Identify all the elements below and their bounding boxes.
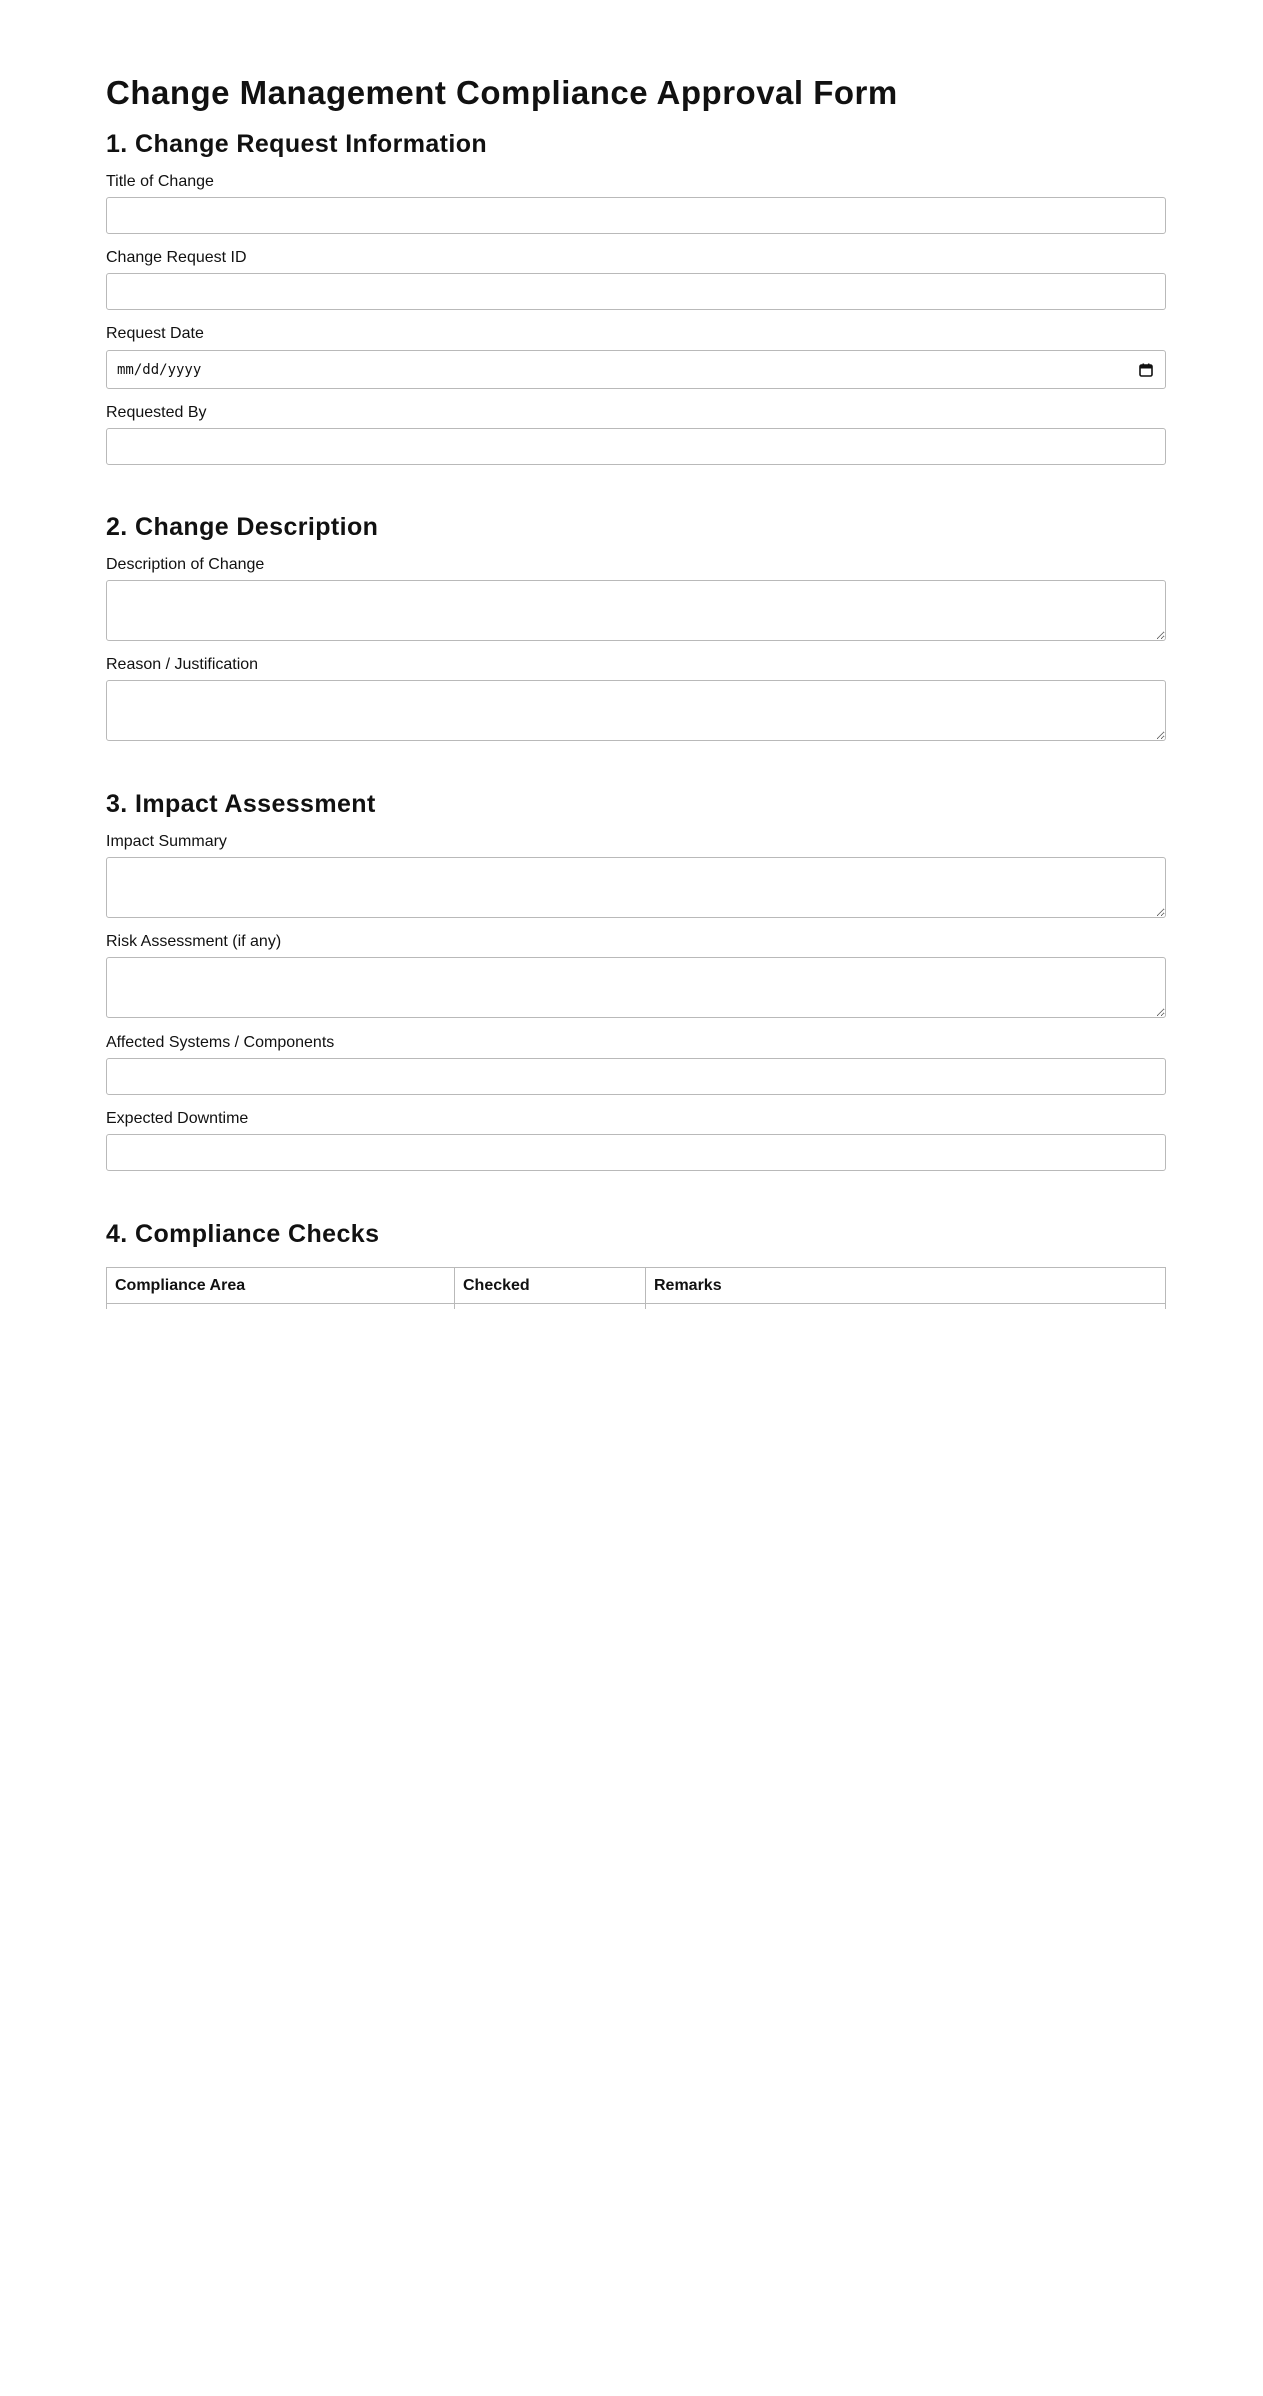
reason-justification-label: Reason / Justification bbox=[106, 656, 259, 673]
expected-downtime-input[interactable] bbox=[106, 1134, 1166, 1171]
title-of-change-label: Title of Change bbox=[106, 173, 214, 190]
compliance-checks-table bbox=[106, 1267, 1166, 1309]
table-cell bbox=[646, 1304, 1166, 1310]
change-request-id-label: Change Request ID bbox=[106, 249, 247, 266]
title-of-change-input[interactable] bbox=[106, 197, 1166, 234]
section-heading-impact: 3. Impact Assessment bbox=[106, 790, 376, 818]
risk-assessment-textarea[interactable] bbox=[106, 957, 1166, 1018]
affected-systems-input[interactable] bbox=[106, 1058, 1166, 1095]
column-header-compliance-area: Compliance Area bbox=[107, 1268, 455, 1304]
description-of-change-textarea[interactable] bbox=[106, 580, 1166, 641]
section-heading-description: 2. Change Description bbox=[106, 513, 379, 541]
risk-assessment-label: Risk Assessment (if any) bbox=[106, 933, 282, 950]
impact-summary-label: Impact Summary bbox=[106, 833, 227, 850]
column-header-remarks: Remarks bbox=[646, 1268, 1166, 1304]
form-title: Change Management Compliance Approval Form bbox=[106, 74, 898, 111]
reason-justification-textarea[interactable] bbox=[106, 680, 1166, 741]
table-header-row bbox=[107, 1268, 1166, 1304]
section-heading-compliance: 4. Compliance Checks bbox=[106, 1220, 380, 1248]
calendar-icon[interactable] bbox=[1139, 363, 1153, 377]
impact-summary-textarea[interactable] bbox=[106, 857, 1166, 918]
description-of-change-label: Description of Change bbox=[106, 556, 265, 573]
change-request-id-input[interactable] bbox=[106, 273, 1166, 310]
request-date-input[interactable] bbox=[106, 350, 1166, 389]
requested-by-input[interactable] bbox=[106, 428, 1166, 465]
affected-systems-label: Affected Systems / Components bbox=[106, 1034, 335, 1051]
request-date-label: Request Date bbox=[106, 325, 204, 342]
table-cell bbox=[107, 1304, 455, 1310]
expected-downtime-label: Expected Downtime bbox=[106, 1110, 249, 1127]
column-header-checked: Checked bbox=[455, 1268, 646, 1304]
request-date-placeholder: mm/dd/yyyy bbox=[117, 361, 202, 378]
requested-by-label: Requested By bbox=[106, 404, 207, 421]
table-cell bbox=[455, 1304, 646, 1310]
section-heading-request-info: 1. Change Request Information bbox=[106, 130, 488, 158]
table-row bbox=[107, 1304, 1166, 1310]
